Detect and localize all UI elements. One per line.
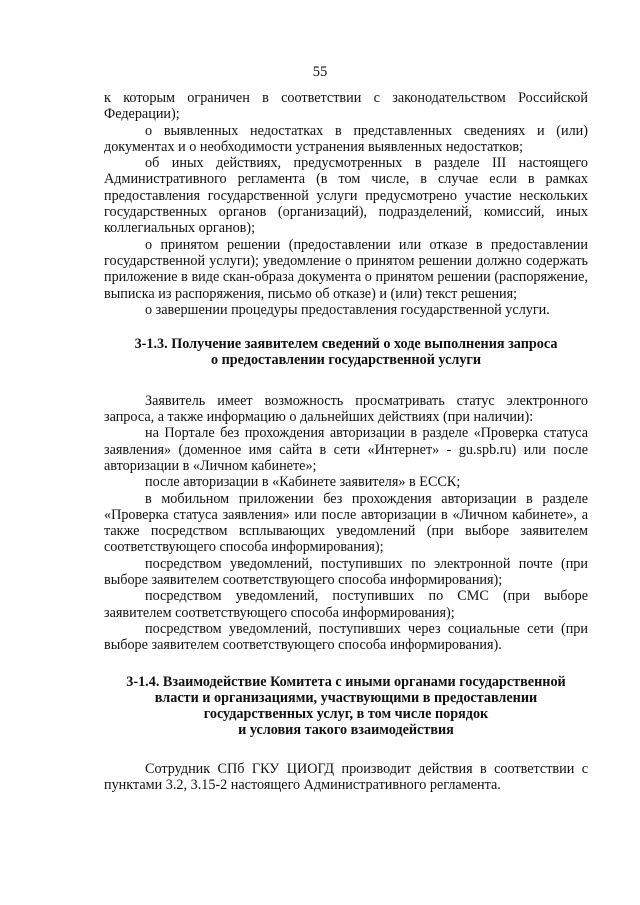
paragraph-sms: посредством уведомлений, поступивших по СМС (при выборе заявителем соответствующего способа информирования); (104, 588, 588, 621)
paragraph-decision: о принятом решении (предоставлении или отказе в предоставлении государственной услуги); уведомление о принятом решении должно содержать приложение в виде скан-образа документа о принятом решении (распоряжение, выписка из распоряжения, письмо об отказе) и (или) текст решения; (104, 236, 588, 302)
paragraph-completion: о завершении процедуры предоставления государственной услуги. (145, 301, 550, 318)
document-body (104, 90, 588, 793)
section-heading-line: 3-1.4. Взаимодействие Комитета с иными органами государственной (126, 673, 566, 690)
paragraph-essk: после авторизации в «Кабинете заявителя» в ЕССК; (145, 474, 461, 491)
section-heading-line: государственных услуг, в том числе порядок (203, 706, 489, 723)
section-heading-line: власти и организациями, участвующими в предоставлении (154, 689, 538, 706)
section-heading-3-1-4 (104, 674, 588, 739)
paragraph-deficiencies: о выявленных недостатках в представленных сведениях и (или) документах и о необходимости устранения выявленных недостатков; (104, 122, 588, 155)
paragraph-social: посредством уведомлений, поступивших через социальные сети (при выборе заявителем соответствующего способа информирования). (104, 620, 588, 654)
paragraph-mobile-app: в мобильном приложении без прохождения авторизации в разделе «Проверка статуса заявления» или после авторизации в «Личном кабинете», а также посредством всплывающих уведомлений (при выборе заявителем соответствующего способа информирования); (104, 490, 588, 556)
paragraph-continuation: к которым ограничен в соответствии с законодательством Российской Федерации); (104, 90, 588, 123)
section-heading-line: 3-1.3. Получение заявителем сведений о ходе выполнения запроса (134, 336, 558, 353)
section-heading-line: о предоставлении государственной услуги (210, 352, 482, 369)
page-number: 55 (312, 64, 328, 80)
paragraph-email: посредством уведомлений, поступивших по электронной почте (при выборе заявителем соответствующего способа информирования); (104, 555, 588, 589)
paragraph-employee-actions: Сотрудник СПб ГКУ ЦИОГД производит действия в соответствии с пунктами 3.2, 3.15-2 настоящего Административного регламента. (104, 760, 588, 793)
paragraph-other-actions: об иных действиях, предусмотренных в разделе III настоящего Административного регламента (в том числе, в случае если в рамках предоставления государственной услуги предусмотрено участие нескольких государственных органов (организаций), подразделений, комиссий, иных коллегиальных органов); (104, 155, 588, 237)
paragraph-portal: на Портале без прохождения авторизации в разделе «Проверка статуса заявления» (доменное имя сайта в сети «Интернет» - gu.spb.ru) или после авторизации в «Личном кабинете»; (104, 425, 588, 474)
paragraph-status-intro: Заявитель имеет возможность просматривать статус электронного запроса, а также информацию о дальнейших действиях (при наличии): (104, 392, 588, 426)
section-heading-3-1-3 (104, 336, 588, 369)
section-heading-line: и условия такого взаимодействия (238, 722, 454, 739)
